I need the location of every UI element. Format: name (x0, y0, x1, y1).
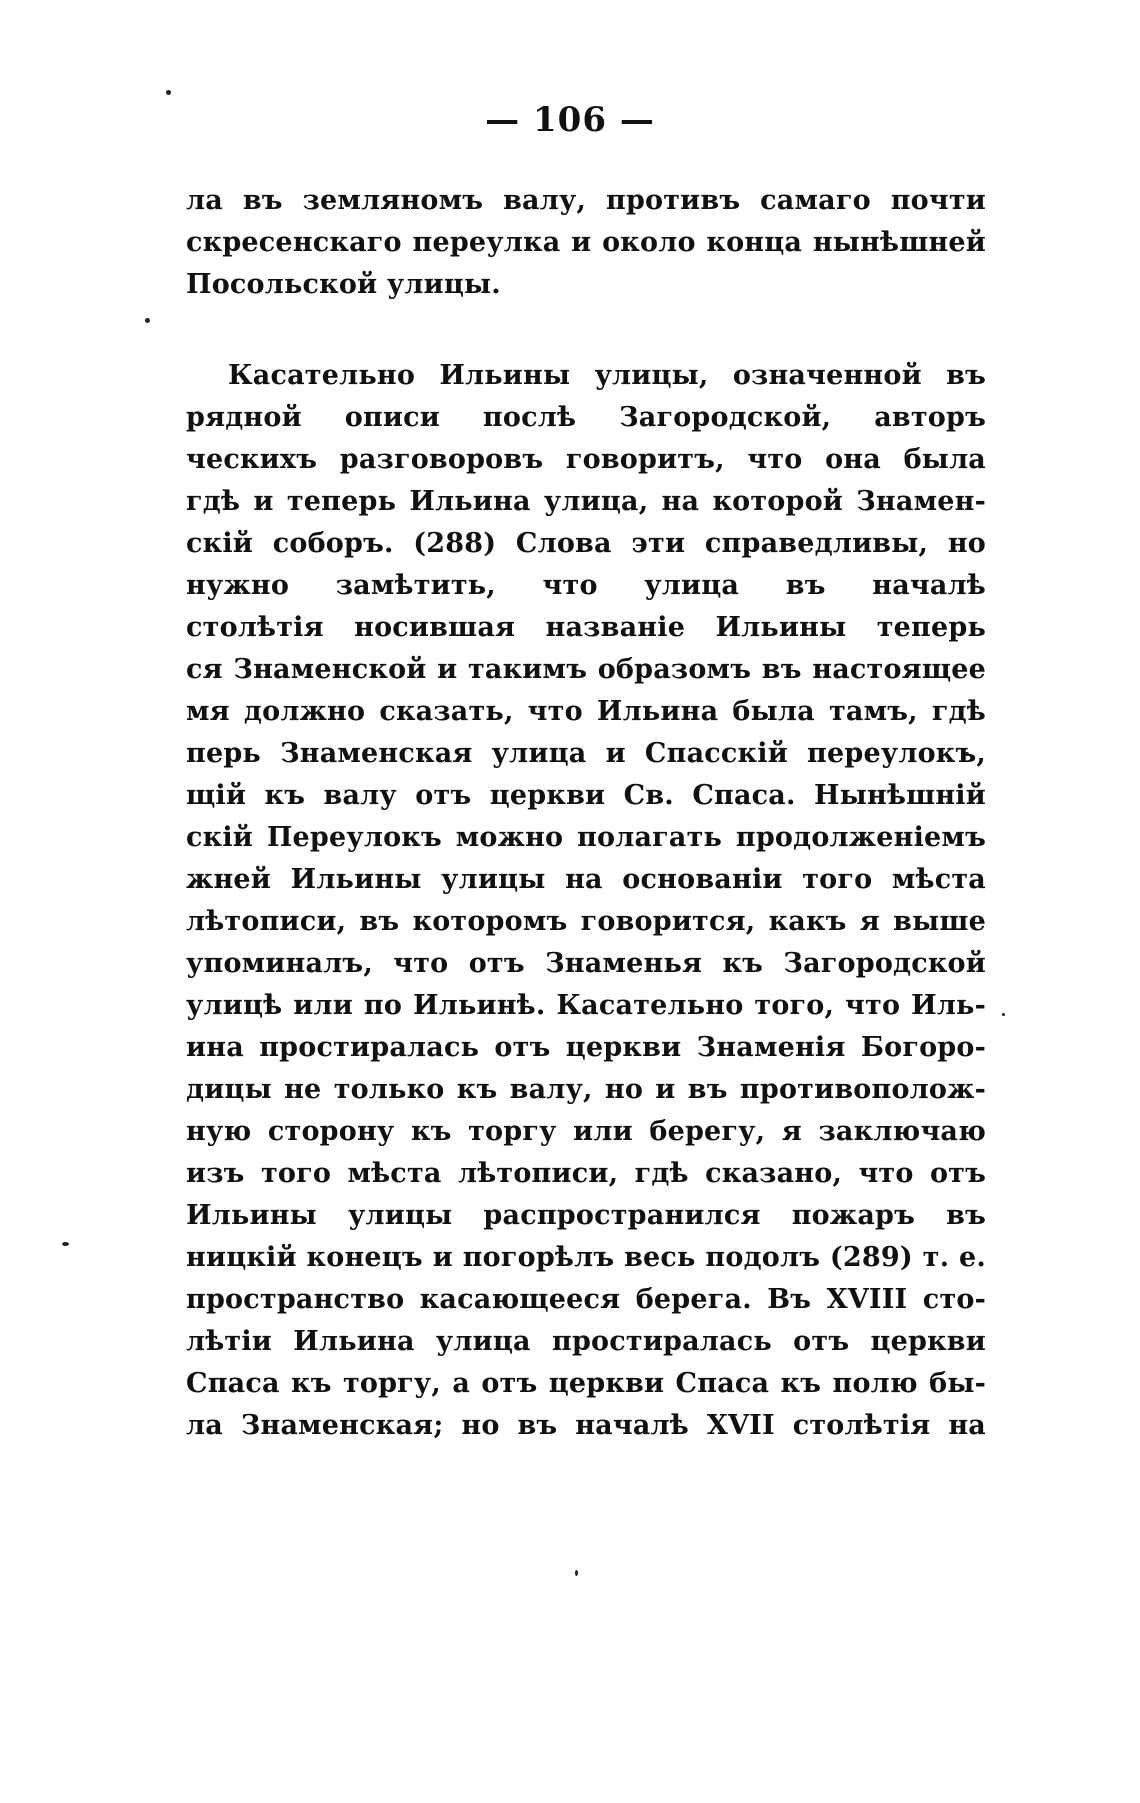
print-speck (1002, 1013, 1005, 1016)
text-line: упоминалъ, что отъ Знаменья къ Загородской (186, 948, 986, 979)
text-line: ницкій конецъ и погорѣлъ весь подолъ (289) т. е. (186, 1242, 986, 1273)
text-line: пространство касающееся берега. Въ XVIII сто- (186, 1284, 986, 1315)
paragraph-continuation (186, 180, 986, 306)
text-line: лѣтіи Ильина улица простиралась отъ церкви (186, 1326, 986, 1357)
text-line: перь Знаменская улица и Спасскій переулокъ, (186, 738, 986, 769)
text-line: скресенскаго переулка и около конца нынѣшней (186, 227, 986, 258)
text-line: ла въ земляномъ валу, противъ самаго почти (186, 185, 986, 216)
text-line: ческихъ разговоровъ говоритъ, что она была (186, 444, 986, 475)
text-line: Спаса къ торгу, а отъ церкви Спаса къ полю бы- (186, 1368, 986, 1399)
text-line: ся Знаменской и такимъ образомъ въ настоящее (186, 654, 986, 685)
page-number: — 106 — (485, 100, 655, 140)
text-line: дицы не только къ валу, но и въ противополож- (186, 1074, 986, 1105)
text-line: рядной описи послѣ Загородской, авторъ (186, 402, 986, 433)
text-line: изъ того мѣста лѣтописи, гдѣ сказано, что отъ (186, 1158, 986, 1189)
text-line: жней Ильины улицы на основаніи того мѣста (186, 864, 986, 895)
text-line: лѣтописи, въ которомъ говорится, какъ я выше (186, 906, 986, 937)
text-line: ную сторону къ торгу или берегу, я заключаю (186, 1116, 986, 1147)
text-line: скій Переулокъ можно полагать продолженіемъ (186, 822, 986, 853)
text-line: ина простиралась отъ церкви Знаменія Богоро- (186, 1032, 986, 1063)
print-speck (575, 1570, 578, 1576)
text-line: нужно замѣтить, что улица въ началѣ (186, 570, 986, 601)
text-line: скій соборъ. (288) Слова эти справедливы, но (186, 528, 986, 559)
text-line: Посольской улицы. (186, 269, 501, 300)
paragraph-main (186, 355, 986, 1447)
text-line: мя должно сказать, что Ильина была тамъ, гдѣ (186, 696, 986, 727)
print-speck (166, 90, 171, 95)
text-line: Касательно Ильины улицы, означенной въ (228, 360, 986, 391)
print-speck (62, 1242, 69, 1246)
text-line: Ильины улицы распространился пожаръ въ (186, 1200, 986, 1231)
text-line: ла Знаменская; но въ началѣ XVII столѣтія на (186, 1410, 986, 1441)
text-line: улицѣ или по Ильинѣ. Касательно того, что Иль- (186, 990, 986, 1021)
print-speck (145, 318, 150, 323)
text-line: гдѣ и теперь Ильина улица, на которой Знамен- (186, 486, 986, 517)
text-line: столѣтія носившая названіе Ильины теперь (186, 612, 986, 643)
text-line: щій къ валу отъ церкви Св. Спаса. Нынѣшній (186, 780, 986, 811)
